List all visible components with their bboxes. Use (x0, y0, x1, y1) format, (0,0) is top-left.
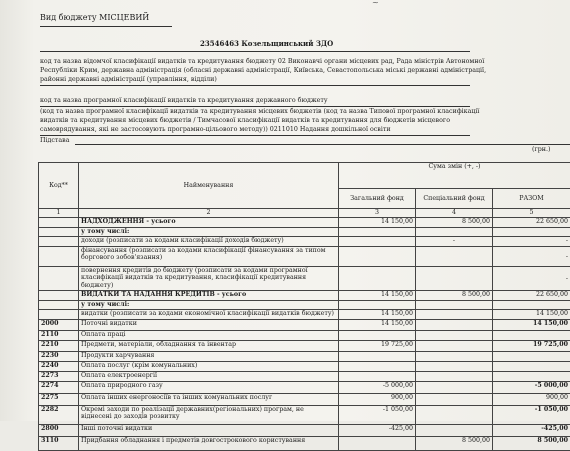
colnum-1: 1 (39, 209, 79, 218)
header-sum-group: Сума змін (+, -) (339, 163, 570, 189)
row-code: 2275 (39, 394, 79, 406)
table-row (39, 394, 570, 406)
ministry-underline (40, 85, 470, 86)
row-total: 22 650,00 (493, 218, 570, 228)
header-general-fund: Загальний фонд (339, 189, 416, 209)
row-general: -1 050,00 (339, 406, 416, 425)
program-underline-1 (40, 106, 470, 107)
row-special (416, 228, 493, 237)
row-special: 8 500,00 (416, 218, 493, 228)
row-name: повернення кредитів до бюджету (розписати за кодами програмної класифікації видатків та кредитування, класифікації кредитування бюджету) (79, 267, 339, 291)
row-code: 2273 (39, 372, 79, 382)
row-general: 19 725,00 (339, 341, 416, 352)
colnum-3: 3 (339, 209, 416, 218)
row-special (416, 301, 493, 310)
row-general: 14 150,00 (339, 310, 416, 320)
row-total: -1 050,00 (493, 406, 570, 425)
row-general: 14 150,00 (339, 320, 416, 331)
row-code: 3110 (39, 437, 79, 451)
row-general (339, 372, 416, 382)
currency-note: (грн.) (532, 146, 550, 154)
row-special (416, 352, 493, 362)
program-line-3: видатків та кредитування місцевих бюджетів / Тимчасової класифікації видатків та кредитування для бюджетів місцевого (40, 117, 450, 125)
basis-underline (75, 144, 570, 145)
table-row (39, 406, 570, 425)
table-row (39, 247, 570, 267)
row-name: Оплата послуг (крім комунальних) (79, 362, 339, 372)
row-code: 2210 (39, 341, 79, 352)
row-code: 2240 (39, 362, 79, 372)
row-general (339, 267, 416, 291)
row-total (493, 228, 570, 237)
colnum-2: 2 (79, 209, 339, 218)
header-special-fund: Спеціальний фонд (416, 189, 493, 209)
colnum-5: 5 (493, 209, 570, 218)
row-total: - (493, 237, 570, 247)
row-code: 2800 (39, 425, 79, 437)
row-code (39, 291, 79, 301)
row-name: Оплата природного газу (79, 382, 339, 394)
ministry-line-1: код та назва відомчої класифікації видатків та кредитування бюджету 02 Виконавчі органи місцевих рад, Рада міністрів Автономної (40, 58, 484, 66)
budget-changes-table (38, 162, 570, 451)
row-name: видатки (розписати за кодами економічної класифікації видатків бюджету) (79, 310, 339, 320)
row-total: - (493, 247, 570, 267)
table-row (39, 218, 570, 228)
row-total (493, 362, 570, 372)
row-total: 14 150,00 (493, 310, 570, 320)
row-special (416, 406, 493, 425)
row-special (416, 425, 493, 437)
row-total: 8 500,00 (493, 437, 570, 451)
row-general (339, 331, 416, 341)
table-row (39, 237, 570, 247)
table-row (39, 267, 570, 291)
table-row (39, 425, 570, 437)
header-code: Код** (39, 163, 79, 209)
row-name: Оплата праці (79, 331, 339, 341)
table-header-row (39, 163, 570, 189)
row-total: 19 725,00 (493, 341, 570, 352)
row-special (416, 267, 493, 291)
row-special (416, 247, 493, 267)
program-line-1: код та назва програмної класифікації видатків та кредитування державного бюджету (40, 97, 328, 105)
row-total (493, 372, 570, 382)
row-name: ВИДАТКИ ТА НАДАННЯ КРЕДИТІВ - усього (79, 291, 339, 301)
row-general: 14 150,00 (339, 291, 416, 301)
table-row (39, 331, 570, 341)
row-name: Оплата інших енергоносіїв та інших комунальних послуг (79, 394, 339, 406)
row-name: доходи (розписати за кодами класифікації доходів бюджету) (79, 237, 339, 247)
budget-type-underline (40, 26, 172, 27)
row-special (416, 362, 493, 372)
row-code: 2110 (39, 331, 79, 341)
table-row (39, 341, 570, 352)
row-code: 2274 (39, 382, 79, 394)
row-code (39, 267, 79, 291)
row-special: - (416, 237, 493, 247)
table-row (39, 382, 570, 394)
top-right-mark: ~ (372, 0, 379, 7)
program-line-2: (код та назва програмної класифікації видатків та кредитування місцевих бюджетів (код та назва Типової програмної класифікації (40, 108, 479, 116)
table-row (39, 310, 570, 320)
row-general (339, 437, 416, 451)
row-code: 2000 (39, 320, 79, 331)
row-special (416, 372, 493, 382)
row-total: -5 000,00 (493, 382, 570, 394)
row-total: 22 650,00 (493, 291, 570, 301)
row-name: у тому числі: (79, 228, 339, 237)
institution-title: 23546463 Козельщинський ЗДО (200, 40, 333, 48)
basis-label: Підстава (40, 137, 69, 145)
row-name: фінансування (розписати за кодами класифікації фінансування за типом боргового зобов'язання) (79, 247, 339, 267)
table-row (39, 362, 570, 372)
row-total: 14 150,00 (493, 320, 570, 331)
row-code: 2230 (39, 352, 79, 362)
table-row (39, 437, 570, 451)
row-name: у тому числі: (79, 301, 339, 310)
table-row (39, 372, 570, 382)
row-general (339, 228, 416, 237)
program-underline-2 (40, 135, 470, 136)
row-general: 900,00 (339, 394, 416, 406)
row-code (39, 228, 79, 237)
row-total: -425,00 (493, 425, 570, 437)
row-total: 900,00 (493, 394, 570, 406)
row-name: Продукти харчування (79, 352, 339, 362)
row-code (39, 247, 79, 267)
row-total (493, 301, 570, 310)
row-special: 8 500,00 (416, 437, 493, 451)
row-name: Придбання обладнання і предметів довгострокового користування (79, 437, 339, 451)
header-name: Найменування (79, 163, 339, 209)
header-total: РАЗОМ (493, 189, 570, 209)
row-general (339, 237, 416, 247)
table-row (39, 352, 570, 362)
table-row (39, 320, 570, 331)
row-code (39, 237, 79, 247)
row-name: Інші поточні видатки (79, 425, 339, 437)
row-name: Оплата електроенергії (79, 372, 339, 382)
row-code (39, 310, 79, 320)
ministry-line-2: Республіки Крим, державна адміністрація (обласні державні адміністрації, Київська, Севастопольська міські державні адміністрації, (40, 67, 486, 75)
budget-type: Вид бюджету МІСЦЕВИЙ (40, 13, 149, 22)
row-total (493, 331, 570, 341)
row-general: -425,00 (339, 425, 416, 437)
table-row (39, 291, 570, 301)
row-general: 14 150,00 (339, 218, 416, 228)
table-row (39, 228, 570, 237)
ministry-line-3: районні державні адміністрації (управління, відділи) (40, 76, 217, 84)
row-general (339, 301, 416, 310)
row-code (39, 301, 79, 310)
row-name: Окремі заходи по реалізації державних(регіональних) програм, не віднесені до заходів розвитку (79, 406, 339, 425)
column-number-row (39, 209, 570, 218)
institution-underline (40, 51, 470, 52)
row-name: Предмети, матеріали, обладнання та інвентар (79, 341, 339, 352)
row-name: Поточні видатки (79, 320, 339, 331)
row-total (493, 352, 570, 362)
table-row (39, 301, 570, 310)
colnum-4: 4 (416, 209, 493, 218)
row-name: НАДХОДЖЕННЯ - усього (79, 218, 339, 228)
row-special (416, 382, 493, 394)
row-general (339, 352, 416, 362)
row-special (416, 310, 493, 320)
row-special (416, 394, 493, 406)
row-code: 2282 (39, 406, 79, 425)
row-special (416, 331, 493, 341)
row-general (339, 362, 416, 372)
row-special: 8 500,00 (416, 291, 493, 301)
row-general (339, 247, 416, 267)
row-special (416, 320, 493, 331)
row-general: -5 000,00 (339, 382, 416, 394)
program-line-4: самоврядування, які не застосовують програмно-цільового методу)) 0211010 Надання дошкільної освіти (40, 126, 391, 134)
row-total: - (493, 267, 570, 291)
row-special (416, 341, 493, 352)
row-code (39, 218, 79, 228)
